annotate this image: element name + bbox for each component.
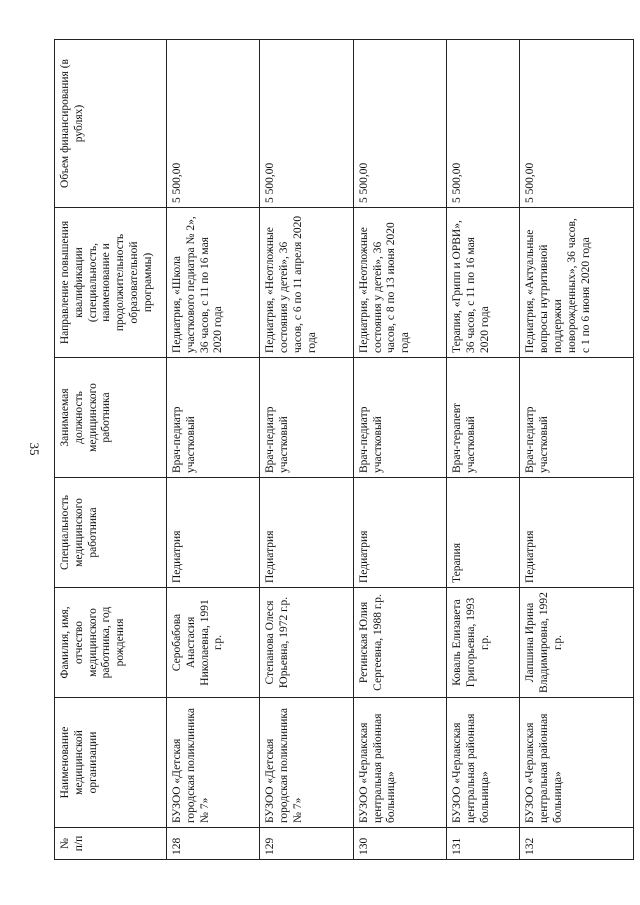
table-container bbox=[54, 40, 634, 860]
cell-course: Педиатрия, «Школа участкового педиатра № 2», 36 часов, с 11 по 16 мая 2020 года bbox=[167, 208, 260, 358]
cell-organization: БУЗОО «Детская городская поликлиника № 7» bbox=[260, 698, 353, 828]
table-row bbox=[167, 40, 260, 860]
cell-organization: БУЗОО «Черлакская центральная районная больница» bbox=[353, 698, 446, 828]
header-row bbox=[55, 40, 167, 860]
cell-organization: БУЗОО «Черлакская центральная районная больница» bbox=[520, 698, 634, 828]
cell-person: Ретинская Юлия Сергеевна, 1988 г.р. bbox=[353, 588, 446, 698]
cell-course: Педиатрия, «Неотложные состояния у детей», 36 часов, с 6 по 11 апреля 2020 года bbox=[260, 208, 353, 358]
cell-person: Серобабова Анастасия Николаевна, 1991 г.р. bbox=[167, 588, 260, 698]
header-position: Занимаемая должность медицинского работника bbox=[55, 358, 167, 478]
cell-course: Терапия, «Грипп и ОРВИ», 36 часов, с 11 по 16 мая 2020 года bbox=[447, 208, 520, 358]
cell-person: Коваль Елизавета Григорьевна, 1993 г.р. bbox=[447, 588, 520, 698]
cell-specialty: Педиатрия bbox=[260, 478, 353, 588]
cell-person: Степанова Олеся Юрьевна, 1972 г.р. bbox=[260, 588, 353, 698]
cell-specialty: Педиатрия bbox=[353, 478, 446, 588]
cell-organization: БУЗОО «Детская городская поликлиника № 7» bbox=[167, 698, 260, 828]
header-person: Фамилия, имя, отчество медицинского работника, год рождения bbox=[55, 588, 167, 698]
cell-number: 129 bbox=[260, 828, 353, 860]
cell-organization: БУЗОО «Черлакская центральная районная больница» bbox=[447, 698, 520, 828]
cell-position: Врач-педиатр участковый bbox=[520, 358, 634, 478]
cell-number: 130 bbox=[353, 828, 446, 860]
table-row bbox=[447, 40, 520, 860]
cell-number: 132 bbox=[520, 828, 634, 860]
table-row bbox=[260, 40, 353, 860]
cell-course: Педиатрия, «Неотложные состояния у детей», 36 часов, с 8 по 13 июня 2020 года bbox=[353, 208, 446, 358]
cell-amount: 5 500,00 bbox=[260, 40, 353, 208]
page-number: 35 bbox=[27, 442, 42, 456]
cell-number: 128 bbox=[167, 828, 260, 860]
cell-position: Врач-педиатр участковый bbox=[353, 358, 446, 478]
table-row bbox=[353, 40, 446, 860]
training-table bbox=[54, 39, 634, 860]
header-course: Направление повышения квалификации (специальность, наименование и продолжительность образовательной программы) bbox=[55, 208, 167, 358]
cell-amount: 5 500,00 bbox=[353, 40, 446, 208]
cell-specialty: Педиатрия bbox=[520, 478, 634, 588]
cell-person: Лапшина Ирина Владимировна, 1992 г.р. bbox=[520, 588, 634, 698]
header-amount: Объем финансирования (в рублях) bbox=[55, 40, 167, 208]
cell-amount: 5 500,00 bbox=[167, 40, 260, 208]
cell-amount: 5 500,00 bbox=[520, 40, 634, 208]
header-number: № п/п bbox=[55, 828, 167, 860]
cell-position: Врач-педиатр участковый bbox=[167, 358, 260, 478]
cell-number: 131 bbox=[447, 828, 520, 860]
cell-amount: 5 500,00 bbox=[447, 40, 520, 208]
cell-course: Педиатрия, «Актуальные вопросы нутритивной поддержки новорожденных», 36 часов, с 1 по 6 июня 2020 года bbox=[520, 208, 634, 358]
header-organization: Наименование медицинской организации bbox=[55, 698, 167, 828]
table-row bbox=[520, 40, 634, 860]
header-specialty: Специальность медицинского работника bbox=[55, 478, 167, 588]
cell-specialty: Терапия bbox=[447, 478, 520, 588]
cell-position: Врач-терапевт участковый bbox=[447, 358, 520, 478]
cell-position: Врач-педиатр участковый bbox=[260, 358, 353, 478]
cell-specialty: Педиатрия bbox=[167, 478, 260, 588]
